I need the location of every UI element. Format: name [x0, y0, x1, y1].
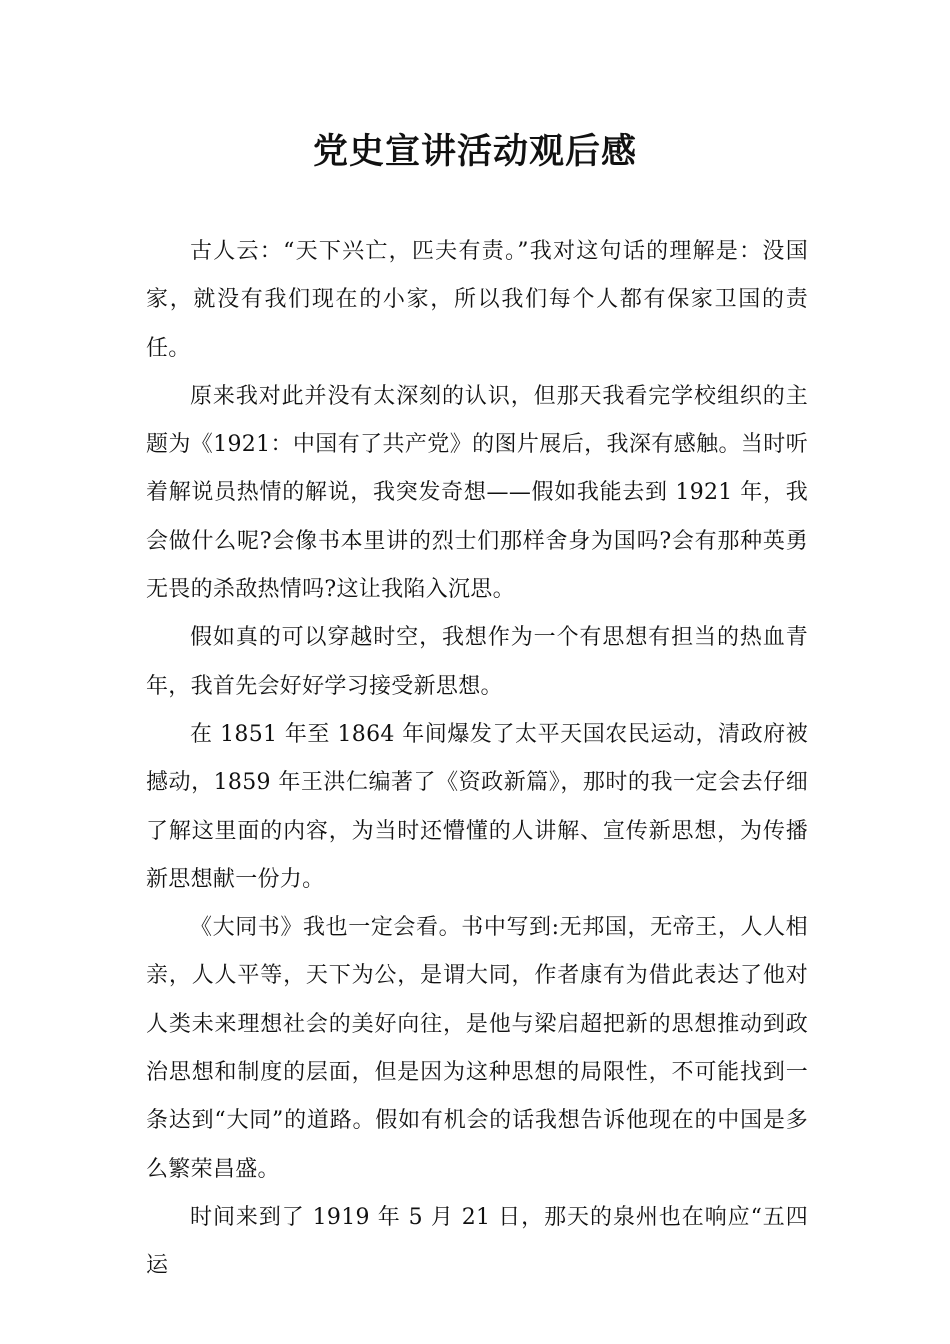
document-body: [146, 228, 808, 1291]
paragraph-2: 原来我对此并没有太深刻的认识，但那天我看完学校组织的主题为《1921：中国有了共产党》的图片展后，我深有感触。当时听着解说员热情的解说，我突发奇想——假如我能去到 1921 年，我会做什么呢?会像书本里讲的烈士们那样舍身为国吗?会有那种英勇无畏的杀敌热情吗?这让我陷入沉思。: [146, 383, 808, 603]
document-title: 党史宣讲活动观后感: [312, 132, 637, 172]
paragraph-5: 《大同书》我也一定会看。书中写到:无邦国，无帝王，人人相亲，人人平等，天下为公，是谓大同，作者康有为借此表达了他对人类未来理想社会的美好向往，是他与梁启超把新的思想推动到政治思想和制度的层面，但是因为这种思想的局限性，不可能找到一条达到“大同”的道路。假如有机会的话我想告诉他现在的中国是多么繁荣昌盛。: [146, 915, 808, 1182]
paragraph-4: 在 1851 年至 1864 年间爆发了太平天国农民运动，清政府被撼动，1859 年王洪仁编著了《资政新篇》，那时的我一定会去仔细了解这里面的内容，为当时还懵懂的人讲解、宣传新思想，为传播新思想献一份力。: [146, 721, 808, 892]
paragraph-1: 古人云：“天下兴亡，匹夫有责。”我对这句话的理解是：没国家，就没有我们现在的小家，所以我们每个人都有保家卫国的责任。: [146, 239, 808, 361]
paragraph-6: 时间来到了 1919 年 5 月 21 日，那天的泉州也在响应“五四运: [146, 1204, 808, 1279]
paragraph-3: 假如真的可以穿越时空，我想作为一个有思想有担当的热血青年，我首先会好好学习接受新思想。: [146, 625, 808, 699]
